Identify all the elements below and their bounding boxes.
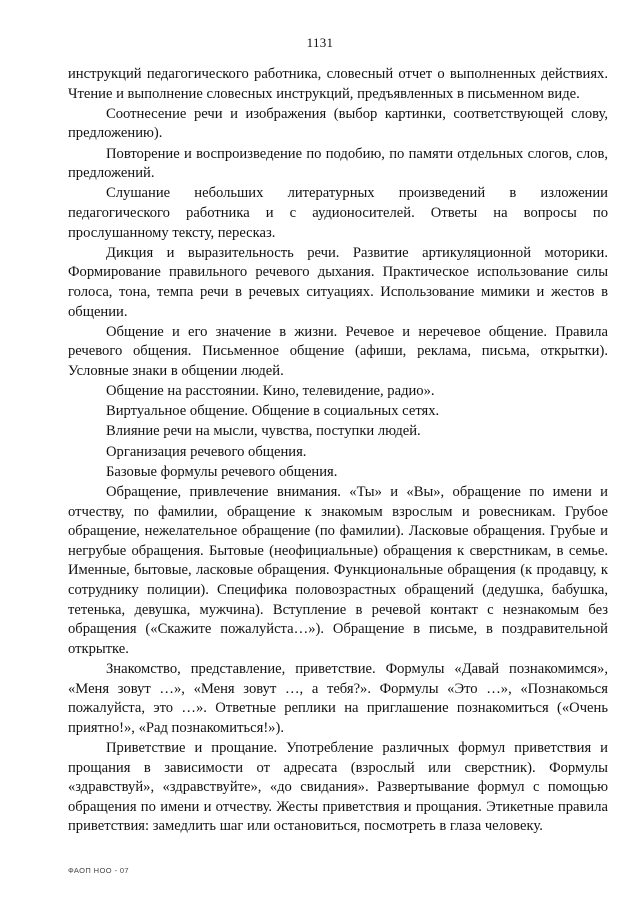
paragraph: Соотнесение речи и изображения (выбор картинки, соответствующей слову, предложению). [68,105,608,142]
page-number: 1131 [306,35,334,50]
paragraph: Общение и его значение в жизни. Речевое и неречевое общение. Правила речевого общения. Письменное общение (афиши, реклама, письма, открытки). Условные знаки в общении людей. [68,323,608,379]
paragraph: Повторение и воспроизведение по подобию, по памяти отдельных слогов, слов, предложений. [68,145,608,182]
paragraph: Дикция и выразительность речи. Развитие артикуляционной моторики. Формирование правильного речевого дыхания. Практическое использование силы голоса, тона, темпа речи в речевых ситуациях. Использование мимики и жестов в общении. [68,244,608,320]
paragraph: Виртуальное общение. Общение в социальных сетях. [106,403,440,420]
paragraph: Организация речевого общения. [106,443,307,460]
body-text [68,65,608,837]
footer-document-code: ФАОП НОО - 07 [68,866,129,875]
paragraph: Базовые формулы речевого общения. [106,463,338,480]
paragraph: Знакомство, представление, приветствие. Формулы «Давай познакомимся», «Меня зовут …», «Меня зовут …, а тебя?». Формулы «Это …», «Познакомься пожалуйста, это …». Ответные реплики на приглашение познакомиться («Очень приятно!», «Рад познакомиться!»). [68,660,608,736]
paragraph: Приветствие и прощание. Употребление различных формул приветствия и прощания в зависимости от адресата (взрослый или сверстник). Формулы «здравствуй», «здравствуйте», «до свидания». Развертывание формул с помощью обращения по имени и отчеству. Жесты приветствия и прощания. Этикетные правила приветствия: замедлить шаг или остановиться, посмотреть в глаза человеку. [68,739,608,835]
paragraph: Общение на расстоянии. Кино, телевидение, радио». [106,383,435,400]
paragraph: Влияние речи на мысли, чувства, поступки людей. [106,423,421,440]
paragraph: Обращение, привлечение внимания. «Ты» и «Вы», обращение по имени и отчеству, по фамилии, обращение к знакомым взрослым и ровесникам. Грубое обращение, нежелательное обращение (по фамилии). Ласковые обращения. Грубые и негрубые обращения. Бытовые (неофициальные) обращения к сверстникам, в семье. Именные, бытовые, ласковые обращения. Функциональные обращения (к продавцу, к сотруднику полиции). Специфика половозрастных обращений (дедушка, бабушка, тетенька, девушка, мужчина). Вступление в речевой контакт с незнакомым без обращения («Скажите пожалуйста…»). Обращение в письме, в поздравительной открытке. [68,484,608,657]
paragraph: инструкций педагогического работника, словесный отчет о выполненных действиях. Чтение и выполнение словесных инструкций, предъявленных в письменном виде. [68,66,608,102]
paragraph: Слушание небольших литературных произведений в изложении педагогического работника и с аудионосителей. Ответы на вопросы по прослушанному тексту, пересказ. [68,185,608,241]
